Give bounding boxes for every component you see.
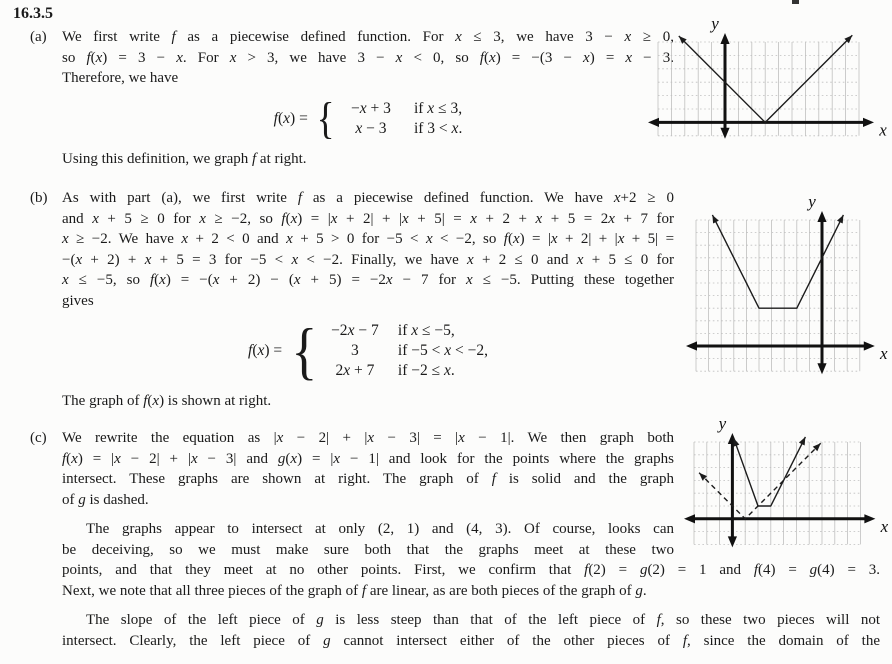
svg-text:x: x bbox=[880, 343, 888, 363]
svg-text:x: x bbox=[880, 516, 889, 536]
equation-expr: −x + 3 bbox=[351, 99, 391, 117]
svg-text:x: x bbox=[879, 120, 887, 140]
text-line: and x + 5 ≥ 0 for x ≥ −2, so f(x) = |x + 2| + |x + 5| = x + 2 + x + 5 = 2x + 7 for bbox=[62, 210, 675, 227]
text-line: gives bbox=[62, 292, 94, 309]
part-label-c: (c) bbox=[30, 430, 47, 446]
text-line: be deceiving, so we must make sure both that the graphs meet at these two bbox=[62, 541, 674, 558]
text-line: intersect. These graphs are shown at right. The graph of f is solid and the graph bbox=[62, 471, 674, 487]
piecewise-equation-b bbox=[62, 315, 674, 386]
text-line: As with part (a), we first write f as a piecewise defined function. We have x+2 ≥ 0 bbox=[62, 190, 674, 206]
svg-text:y: y bbox=[718, 413, 727, 433]
graph-a bbox=[648, 12, 891, 148]
text-line: x ≤ −5, so f(x) = −(x + 2) − (x + 5) = −2x − 7 for x ≤ −5. Putting these together bbox=[62, 272, 674, 288]
equation-expr: 2x + 7 bbox=[335, 362, 375, 379]
equation-rows bbox=[324, 321, 488, 381]
text-line: The graphs appear to intersect at only (2, 1) and (4, 3). Of course, looks can bbox=[86, 521, 674, 537]
text-line: The graph of f(x) is shown at right. bbox=[62, 393, 272, 409]
equation-brace: { bbox=[291, 315, 318, 386]
text-line: The slope of the left piece of g is less steep than that of the left piece of f, so these two pieces will not bbox=[86, 612, 881, 628]
text-line: intersect. Clearly, the left piece of g cannot intersect either of the other pieces of f, since the domain of the bbox=[62, 632, 880, 649]
equation-rows bbox=[340, 99, 462, 139]
svg-text:y: y bbox=[711, 13, 719, 33]
equation-cond: if x ≤ 3, bbox=[413, 99, 463, 117]
equation-cond: if −5 < x < −2, bbox=[397, 342, 488, 359]
text-line: f(x) = |x − 2| + |x − 3| and g(x) = |x − 1| and look for the points where the graphs bbox=[62, 450, 675, 467]
equation-expr: 3 bbox=[351, 342, 359, 359]
equation-lhs: f(x) = bbox=[273, 109, 308, 127]
svg-text:y: y bbox=[808, 191, 816, 211]
equation-cond: if −2 ≤ x. bbox=[397, 362, 455, 379]
text-line: Using this definition, we graph f at right. bbox=[62, 150, 307, 167]
part-a bbox=[30, 27, 674, 169]
text-line: so f(x) = 3 − x. For x > 3, we have 3 − x < 0, so f(x) = −(3 − x) = x − 3. bbox=[62, 49, 675, 66]
text-line: Therefore, we have bbox=[62, 70, 179, 86]
equation-cond: if x ≤ −5, bbox=[397, 322, 455, 339]
text-line: points, and that they meet at no other points. First, we confirm that f(2) = g(2) = 1 and f(4) = g(4) = 3. bbox=[62, 562, 881, 578]
part-label-a: (a) bbox=[30, 29, 47, 45]
equation-cond: if 3 < x. bbox=[413, 119, 463, 137]
equation-expr: x − 3 bbox=[355, 119, 387, 137]
graph-c bbox=[684, 412, 892, 556]
equation-lhs: f(x) = bbox=[248, 342, 283, 359]
text-line: We first write f as a piecewise defined function. For x ≤ 3, we have 3 − x ≥ 0, bbox=[62, 29, 674, 45]
text-line: We rewrite the equation as |x − 2| + |x − 3| = |x − 1|. We then graph both bbox=[62, 430, 674, 446]
problem-number: 16.3.5 bbox=[13, 5, 53, 22]
text-line: of g is dashed. bbox=[62, 491, 149, 508]
part-b bbox=[30, 188, 674, 412]
scan-artifact bbox=[792, 0, 799, 4]
graph-b bbox=[686, 190, 892, 383]
piecewise-equation-a bbox=[62, 93, 674, 143]
equation-expr: −2x − 7 bbox=[331, 322, 379, 339]
text-line: x ≥ −2. We have x + 2 < 0 and x + 5 > 0 for −5 < x < −2, so f(x) = |x + 2| + |x + 5| = bbox=[62, 231, 675, 247]
part-label-b: (b) bbox=[30, 190, 48, 206]
text-line: Next, we note that all three pieces of the graph of f are linear, as are both pieces of the graph of g. bbox=[62, 582, 647, 599]
equation-brace: { bbox=[316, 93, 335, 143]
text-line: −(x + 2) + x + 5 = 3 for −5 < x < −2. Finally, we have x + 2 ≤ 0 and x + 5 ≤ 0 for bbox=[62, 251, 675, 268]
